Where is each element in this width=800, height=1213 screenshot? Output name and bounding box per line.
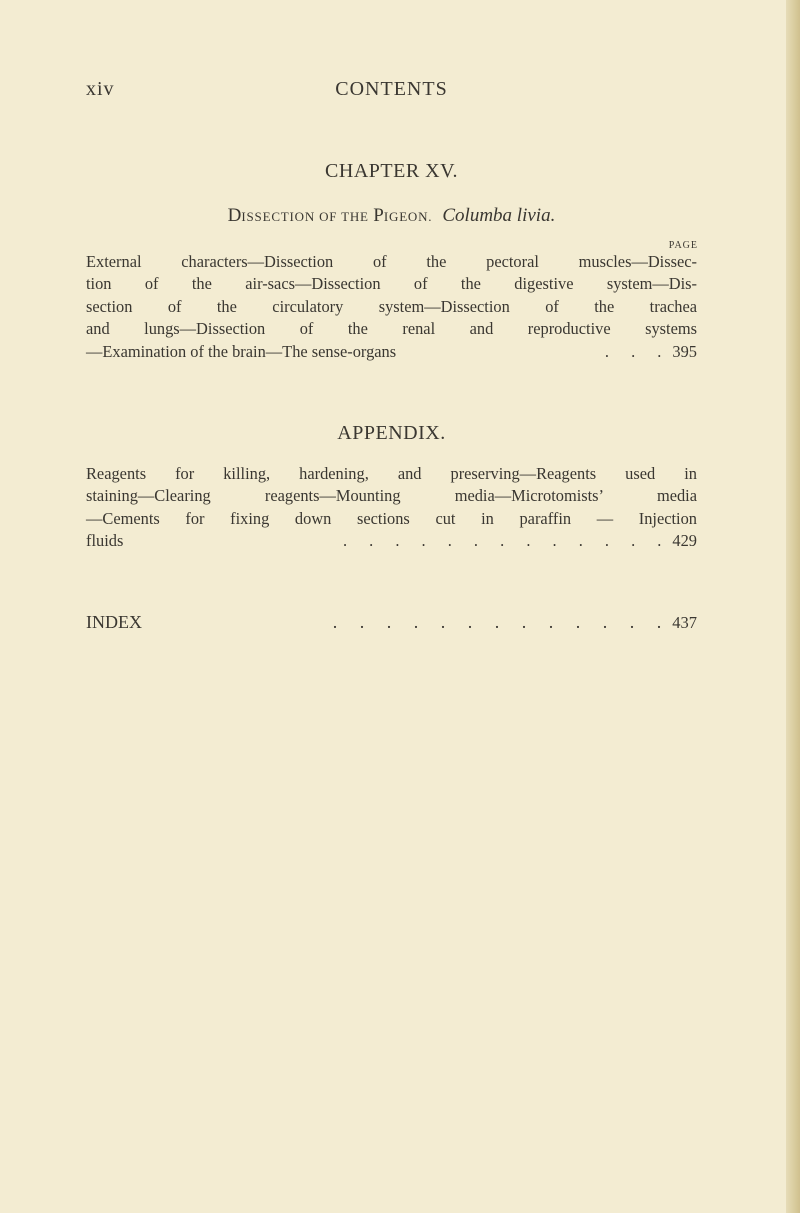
dot-leader: . . . <box>604 341 671 361</box>
dot-leader: . . . . . . . . . . . . . <box>342 531 671 551</box>
contents-line: —Cements for fixing down sections cut in paraffin — Injection <box>86 508 697 528</box>
contents-line: External characters—Dissection of the pectoral muscles—Dissec- <box>86 252 697 271</box>
species-name: Columba livia. <box>442 205 556 226</box>
subtitle-smallcaps-2: IGEON. <box>383 209 433 224</box>
page-number: 429 <box>672 531 697 551</box>
contents-line: tion of the air-sacs—Dissection of the digestive system—Dis- <box>86 274 697 294</box>
contents-line: —Examination of the brain—The sense-organs <box>86 341 397 361</box>
page-column-label: PAGE <box>668 240 698 251</box>
running-title: CONTENTS <box>335 78 448 100</box>
contents-line: fluids <box>86 531 124 551</box>
contents-line: staining—Clearing reagents—Mounting media—Microtomists’ media <box>86 486 697 506</box>
appendix-contents-entry <box>86 463 697 553</box>
chapter-heading: CHAPTER XV. <box>325 160 458 182</box>
index-label: INDEX <box>86 612 142 632</box>
subtitle-smallcaps-1: ISSECTION OF THE <box>241 209 369 224</box>
page-number: 395 <box>672 341 697 361</box>
page-folio: xiv <box>86 78 115 100</box>
chapter-contents-entry <box>86 251 697 363</box>
page-number: 437 <box>672 613 697 632</box>
contents-line: section of the circulatory system—Dissection of the trachea <box>86 296 697 316</box>
dot-leader: . . . . . . . . . . . . . <box>332 612 671 632</box>
page-edge-shadow <box>786 0 800 1213</box>
appendix-heading: APPENDIX. <box>337 422 446 444</box>
chapter-subtitle <box>86 205 697 227</box>
contents-line: and lungs—Dissection of the renal and reproductive systems <box>86 319 697 339</box>
contents-line: Reagents for killing, hardening, and preserving—Reagents used in <box>86 464 697 483</box>
index-entry <box>86 612 697 633</box>
running-header <box>86 78 697 108</box>
contents-line-with-page <box>86 530 697 552</box>
subtitle-initial-p: P <box>373 205 384 226</box>
subtitle-initial-d: D <box>227 205 242 226</box>
contents-line-with-page <box>86 341 697 363</box>
